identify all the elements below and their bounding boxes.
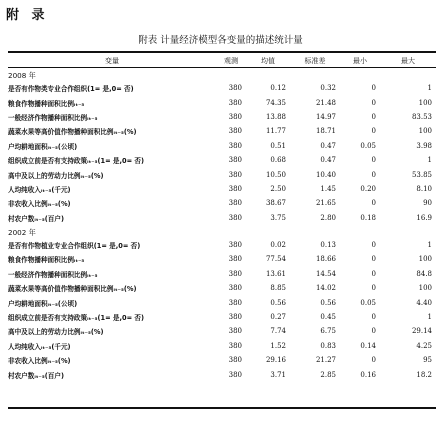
max-cell: 4.25	[416, 341, 432, 350]
min-cell: 0	[371, 98, 376, 107]
max-cell: 100	[418, 127, 432, 136]
observations-cell: 380	[228, 298, 242, 307]
variable-cell: 村农户数ᵢₜ₋₅(百户)	[8, 214, 64, 223]
table-row	[8, 139, 436, 153]
mean-cell: 0.02	[270, 241, 286, 250]
variable-cell: 村农户数ᵢₜ₋₅(百户)	[8, 371, 64, 380]
observations-cell: 380	[228, 98, 242, 107]
table-row	[8, 339, 436, 353]
mean-cell: 8.85	[270, 284, 286, 293]
std-dev-cell: 14.97	[315, 112, 336, 121]
max-cell: 18.2	[416, 370, 432, 379]
std-dev-cell: 0.47	[320, 141, 336, 150]
std-dev-cell: 21.48	[315, 98, 336, 107]
std-dev-cell: 0.32	[320, 84, 336, 93]
min-cell: 0.18	[360, 213, 376, 222]
variable-cell: 户均耕地面积ᵢₜ₋₅(公顷)	[8, 299, 78, 308]
max-cell: 1	[427, 313, 432, 322]
column-header-std-dev: 标准差	[304, 57, 326, 65]
table-row	[8, 167, 436, 181]
max-cell: 8.10	[416, 184, 432, 193]
min-cell: 0	[371, 284, 376, 293]
min-cell: 0	[371, 84, 376, 93]
observations-cell: 380	[228, 127, 242, 136]
std-dev-cell: 0.47	[320, 156, 336, 165]
max-cell: 90	[423, 199, 432, 208]
table-body	[8, 68, 436, 382]
observations-cell: 380	[228, 356, 242, 365]
table-caption: 附表 计量经济模型各变量的描述统计量	[138, 35, 303, 46]
variable-cell: 人均纯收入ᵢₜ₋₅(千元)	[8, 185, 71, 194]
table-row	[8, 110, 436, 124]
variable-cell: 一般经济作物播种面积比例ᵢₜ₋₅	[8, 113, 98, 122]
table-row	[8, 295, 436, 309]
variable-cell: 是否有作物类专业合作组织(1= 是,0= 否)	[8, 85, 134, 94]
std-dev-cell: 0.83	[320, 341, 336, 350]
mean-cell: 77.54	[265, 255, 286, 264]
min-cell: 0	[371, 356, 376, 365]
min-cell: 0	[371, 313, 376, 322]
observations-cell: 380	[228, 241, 242, 250]
std-dev-cell: 6.75	[320, 327, 336, 336]
max-cell: 53.85	[411, 170, 432, 179]
observations-cell: 380	[228, 327, 242, 336]
mean-cell: 7.74	[270, 327, 286, 336]
observations-cell: 380	[228, 255, 242, 264]
max-cell: 1	[427, 241, 432, 250]
variable-cell: 户均耕地面积ᵢₜ₋₅(公顷)	[8, 142, 78, 151]
max-cell: 4.40	[416, 298, 432, 307]
variable-cell: 非农收入比例ᵢₜ₋₅(%)	[8, 200, 71, 209]
variable-cell: 高中及以上的劳动力比例ᵢₜ₋₅(%)	[8, 328, 104, 337]
variable-cell: 一般经济作物播种面积比例ᵢₜ₋₅	[8, 270, 98, 279]
min-cell: 0	[371, 170, 376, 179]
variable-cell: 高中及以上的劳动力比例ᵢₜ₋₅(%)	[8, 171, 104, 180]
column-header-max: 最大	[401, 57, 415, 65]
mean-cell: 74.35	[265, 98, 286, 107]
table-row	[8, 310, 436, 324]
observations-cell: 380	[228, 112, 242, 121]
mean-cell: 2.50	[270, 184, 286, 193]
table-row	[8, 124, 436, 138]
std-dev-cell: 14.02	[315, 284, 336, 293]
std-dev-cell: 18.66	[315, 255, 336, 264]
variable-cell: 粮食作物播种面积比例ᵢₜ₋₅	[8, 99, 85, 108]
std-dev-cell: 1.45	[320, 184, 336, 193]
min-cell: 0.05	[360, 141, 376, 150]
table-bottom-rule	[8, 407, 436, 409]
observations-cell: 380	[228, 156, 242, 165]
min-cell: 0	[371, 199, 376, 208]
table-row	[8, 196, 436, 210]
column-header-variable: 变量	[105, 57, 119, 65]
observations-cell: 380	[228, 269, 242, 278]
min-cell: 0	[371, 127, 376, 136]
mean-cell: 0.56	[270, 298, 286, 307]
std-dev-cell: 10.40	[315, 170, 336, 179]
table-row	[8, 238, 436, 252]
variable-cell: 蔬菜水果等高价值作物播种面积比例ᵢₜ₋₅(%)	[8, 285, 137, 294]
mean-cell: 11.77	[265, 127, 286, 136]
max-cell: 1	[427, 156, 432, 165]
mean-cell: 3.71	[270, 370, 286, 379]
observations-cell: 380	[228, 370, 242, 379]
max-cell: 100	[418, 98, 432, 107]
year-group-row	[8, 68, 436, 81]
observations-cell: 380	[228, 84, 242, 93]
observations-cell: 380	[228, 313, 242, 322]
mean-cell: 3.75	[270, 213, 286, 222]
observations-cell: 380	[228, 141, 242, 150]
mean-cell: 1.52	[270, 341, 286, 350]
variable-cell: 蔬菜水果等高价值作物播种面积比例ᵢₜ₋₅(%)	[8, 128, 137, 137]
mean-cell: 13.88	[265, 112, 286, 121]
min-cell: 0	[371, 241, 376, 250]
min-cell: 0	[371, 156, 376, 165]
min-cell: 0.14	[360, 341, 376, 350]
variable-cell: 组织成立前是否有支持政策ᵢₜ₋₅(1= 是,0= 否)	[8, 157, 145, 166]
variable-cell: 非农收入比例ᵢₜ₋₅(%)	[8, 357, 71, 366]
std-dev-cell: 0.45	[320, 313, 336, 322]
variable-cell: 组织成立前是否有支持政策ᵢₜ₋₅(1= 是,0= 否)	[8, 314, 145, 323]
column-header-mean: 均值	[261, 57, 275, 65]
table-row	[8, 182, 436, 196]
max-cell: 95	[423, 356, 432, 365]
table-row	[8, 153, 436, 167]
max-cell: 1	[427, 84, 432, 93]
max-cell: 100	[418, 284, 432, 293]
observations-cell: 380	[228, 184, 242, 193]
observations-cell: 380	[228, 213, 242, 222]
mean-cell: 0.27	[270, 313, 286, 322]
mean-cell: 0.12	[270, 84, 286, 93]
max-cell: 83.53	[411, 112, 432, 121]
std-dev-cell: 21.27	[315, 356, 336, 365]
std-dev-cell: 14.54	[315, 269, 336, 278]
std-dev-cell: 18.71	[315, 127, 336, 136]
appendix-heading: 附 录	[6, 8, 49, 23]
column-header-observations: 观测	[224, 57, 238, 65]
year-group-row	[8, 225, 436, 238]
table-row	[8, 267, 436, 281]
std-dev-cell: 0.13	[320, 241, 336, 250]
variable-cell: 是否有作物植业专业合作组织(1= 是,0= 否)	[8, 242, 141, 251]
std-dev-cell: 21.65	[315, 199, 336, 208]
mean-cell: 38.67	[265, 199, 286, 208]
std-dev-cell: 0.56	[320, 298, 336, 307]
variable-cell: 粮食作物播种面积比例ᵢₜ₋₅	[8, 256, 85, 265]
min-cell: 0	[371, 255, 376, 264]
observations-cell: 380	[228, 341, 242, 350]
year-label: 2008 年	[8, 71, 36, 80]
min-cell: 0	[371, 269, 376, 278]
table-row	[8, 281, 436, 295]
min-cell: 0	[371, 112, 376, 121]
table-header-row	[8, 54, 436, 68]
observations-cell: 380	[228, 199, 242, 208]
descriptive-statistics-table	[8, 54, 436, 382]
table-row	[8, 367, 436, 381]
mean-cell: 13.61	[265, 269, 286, 278]
mean-cell: 29.16	[265, 356, 286, 365]
mean-cell: 0.68	[270, 156, 286, 165]
mean-cell: 10.50	[265, 170, 286, 179]
variable-cell: 人均纯收入ᵢₜ₋₅(千元)	[8, 342, 71, 351]
max-cell: 29.14	[411, 327, 432, 336]
max-cell: 84.8	[416, 269, 432, 278]
std-dev-cell: 2.80	[320, 213, 336, 222]
table-row	[8, 252, 436, 266]
observations-cell: 380	[228, 284, 242, 293]
table-row	[8, 324, 436, 338]
min-cell: 0.16	[360, 370, 376, 379]
table-row	[8, 81, 436, 95]
year-label: 2002 年	[8, 227, 36, 237]
min-cell: 0.20	[360, 184, 376, 193]
observations-cell: 380	[228, 170, 242, 179]
max-cell: 100	[418, 255, 432, 264]
min-cell: 0	[371, 327, 376, 336]
max-cell: 3.98	[416, 141, 432, 150]
mean-cell: 0.51	[270, 141, 286, 150]
table-row	[8, 211, 436, 225]
table-row	[8, 353, 436, 367]
std-dev-cell: 2.85	[320, 370, 336, 379]
max-cell: 16.9	[416, 213, 432, 222]
table-top-rule	[8, 51, 436, 53]
table-row	[8, 95, 436, 109]
min-cell: 0.05	[360, 298, 376, 307]
column-header-min: 最小	[353, 57, 367, 65]
